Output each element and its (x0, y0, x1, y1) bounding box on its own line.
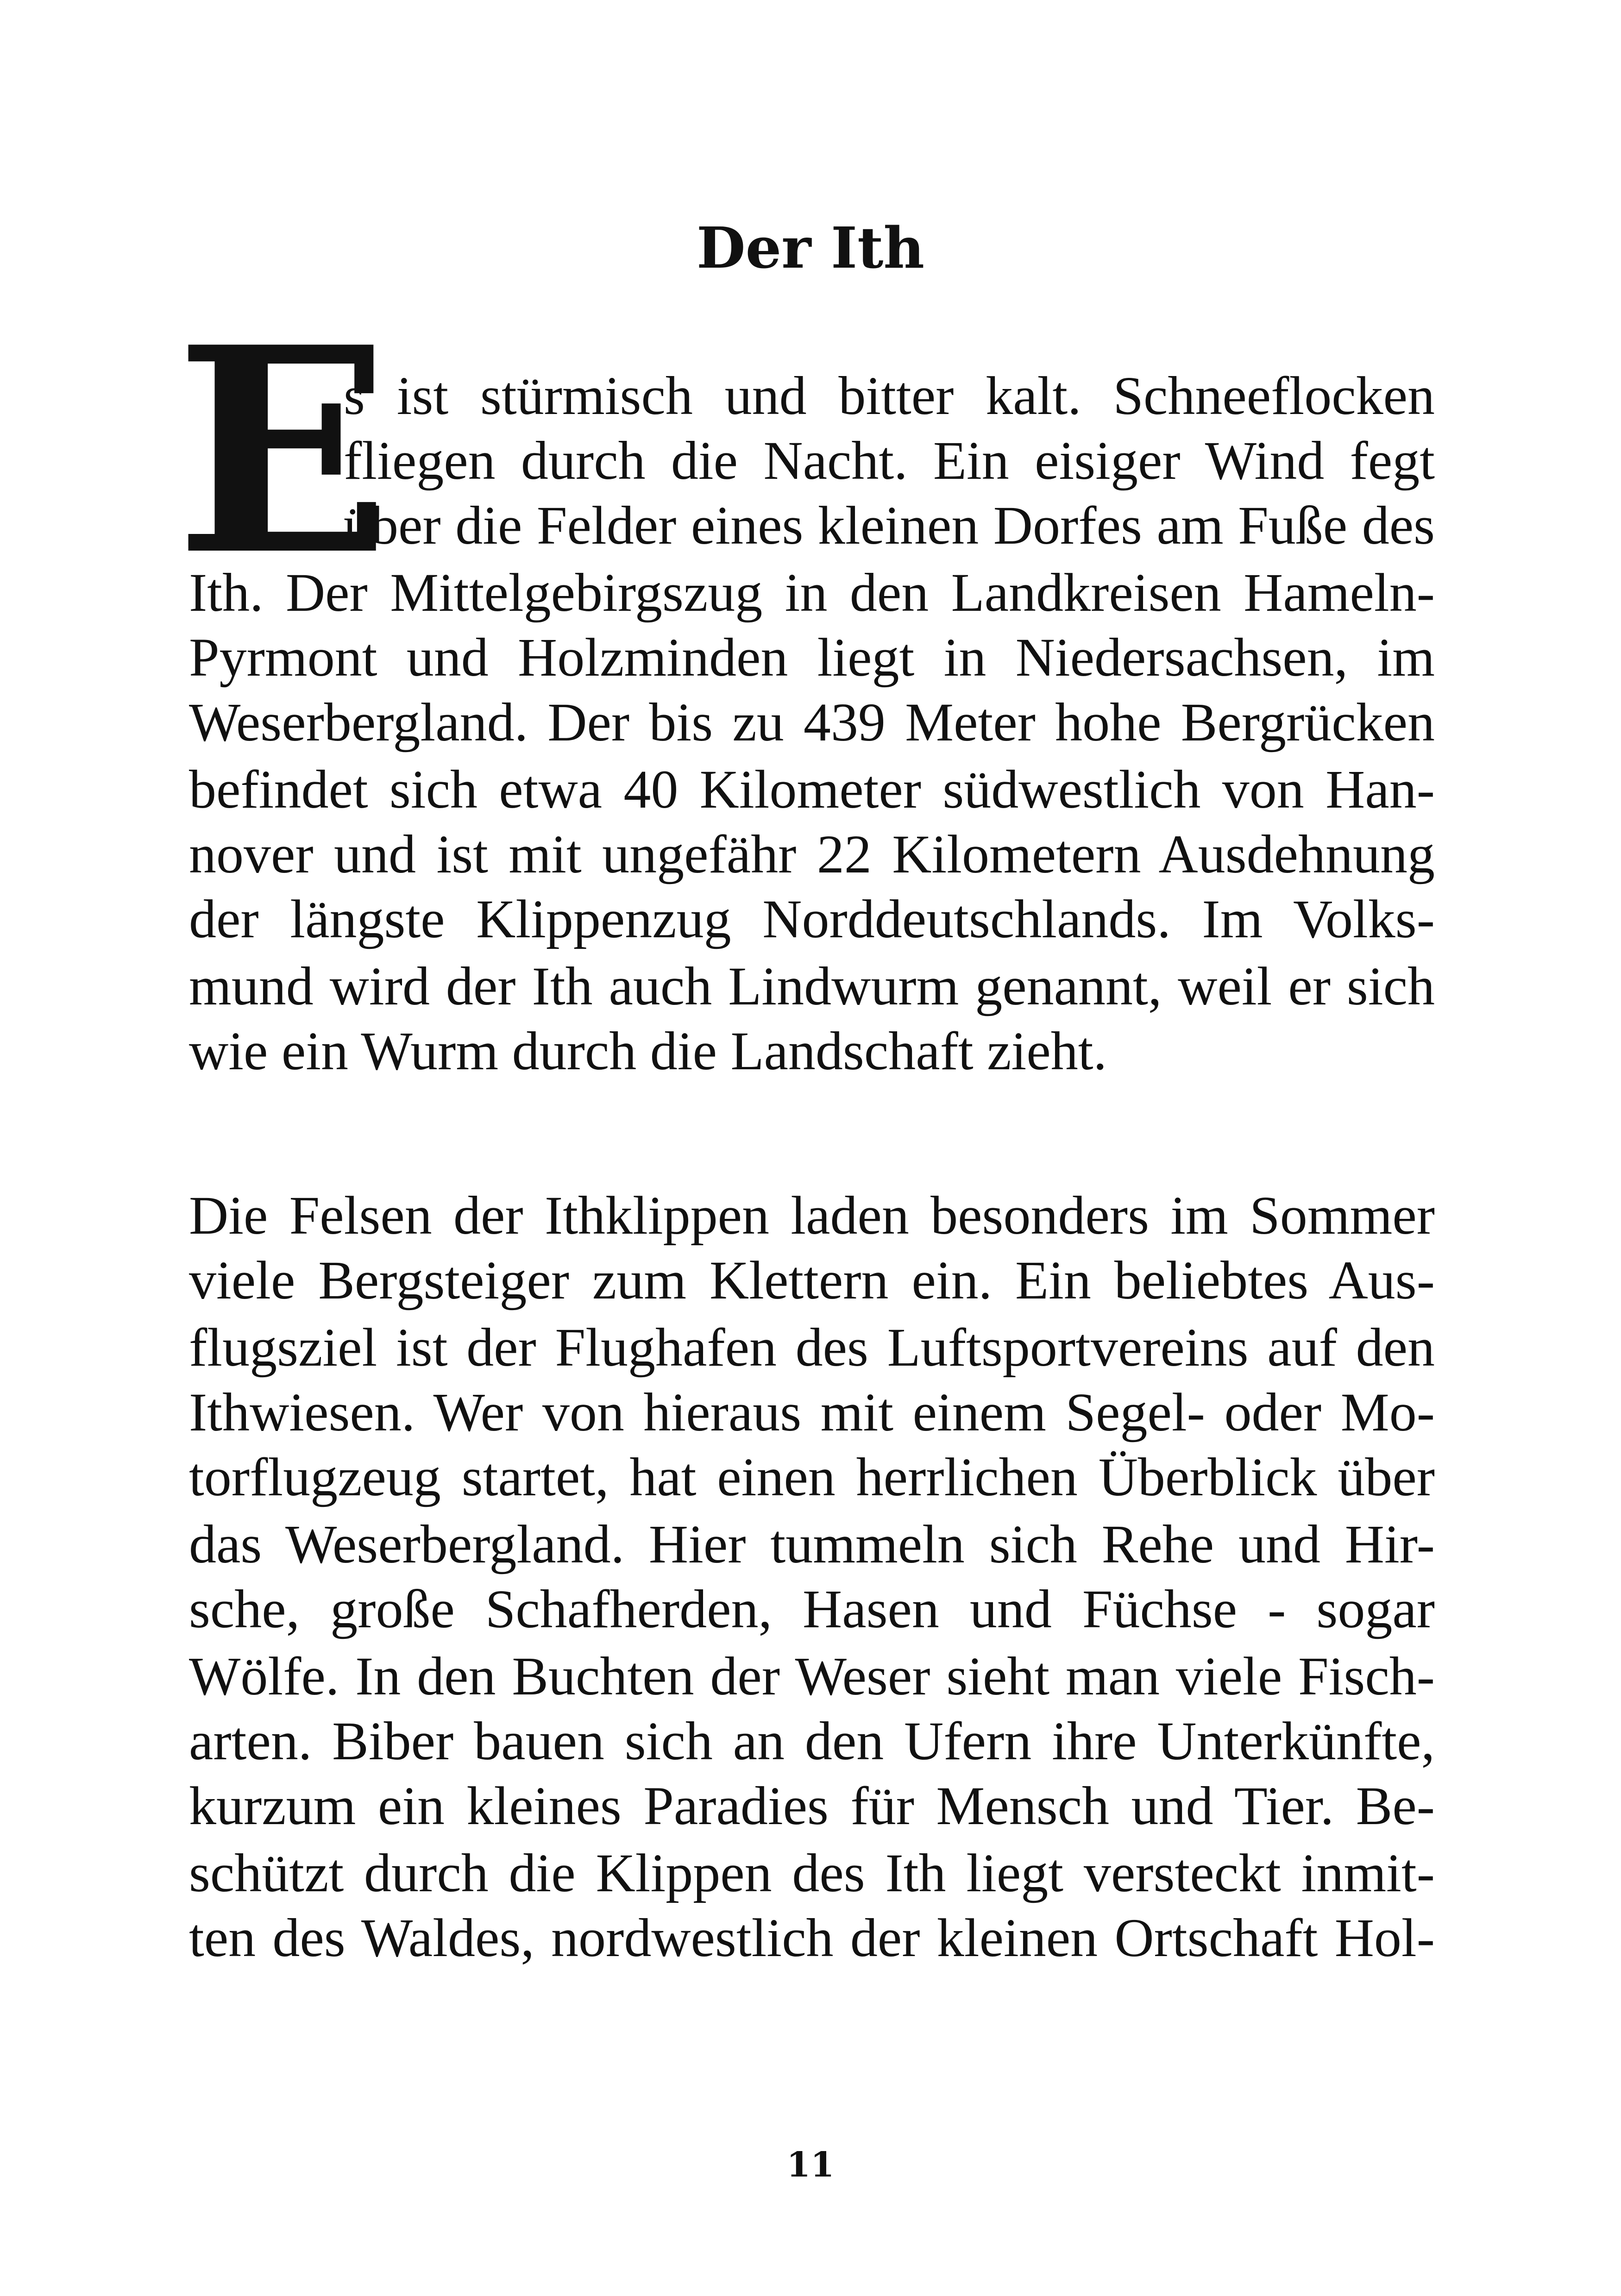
text-line: viele Bergsteiger zum Klettern ein. Ein beliebtes Aus- (189, 1250, 1435, 1311)
text-line: der längste Klippenzug Norddeutschlands. Im Volks- (189, 889, 1435, 949)
drop-cap: E (175, 285, 390, 617)
text-line: das Weserbergland. Hier tummeln sich Rehe und Hir- (189, 1514, 1435, 1575)
text-line: mund wird der Ith auch Lindwurm genannt, weil er sich (189, 956, 1435, 1016)
text-line: Ith. Der Mittelgebirgszug in den Landkreisen Hameln- (189, 562, 1435, 623)
text-line: nover und ist mit ungefähr 22 Kilometern Ausdehnung (189, 824, 1435, 885)
text-line: Wölfe. In den Buchten der Weser sieht man viele Fisch- (189, 1646, 1435, 1706)
text-line: torflugzeug startet, hat einen herrlichen Überblick über (189, 1447, 1435, 1507)
text-line: arten. Biber bauen sich an den Ufern ihre Unterkünfte, (189, 1711, 1435, 1771)
text-line: Weserbergland. Der bis zu 439 Meter hohe Bergrücken (189, 692, 1435, 753)
text-line: wie ein Wurm durch die Landschaft zieht. (189, 1021, 1107, 1081)
text-line: Die Felsen der Ithklippen laden besonders im Sommer (189, 1185, 1435, 1246)
text-line: über die Felder eines kleinen Dorfes am Fuße des (344, 495, 1435, 556)
text-line: Pyrmont und Holzminden liegt in Niedersachsen, im (189, 627, 1435, 688)
text-line: s ist stürmisch und bitter kalt. Schneeflocken (344, 365, 1435, 426)
text-line: sche, große Schafherden, Hasen und Füchse - sogar (189, 1579, 1435, 1639)
text-line: kurzum ein kleines Paradies für Mensch und Tier. Be- (189, 1775, 1435, 1836)
text-line: schützt durch die Klippen des Ith liegt versteckt inmit- (189, 1843, 1435, 1903)
text-line: flugsziel ist der Flughafen des Luftsportvereins auf den (189, 1317, 1435, 1378)
text-line: befindet sich etwa 40 Kilometer südwestlich von Han- (189, 759, 1435, 820)
text-line: ten des Waldes, nordwestlich der kleinen Ortschaft Hol- (189, 1907, 1435, 1968)
text-line: Ithwiesen. Wer von hieraus mit einem Segel- oder Mo- (189, 1382, 1435, 1443)
chapter-title: Der Ith (696, 214, 925, 281)
text-line: fliegen durch die Nacht. Ein eisiger Wind fegt (344, 430, 1435, 491)
page-number: 11 (786, 2145, 835, 2185)
